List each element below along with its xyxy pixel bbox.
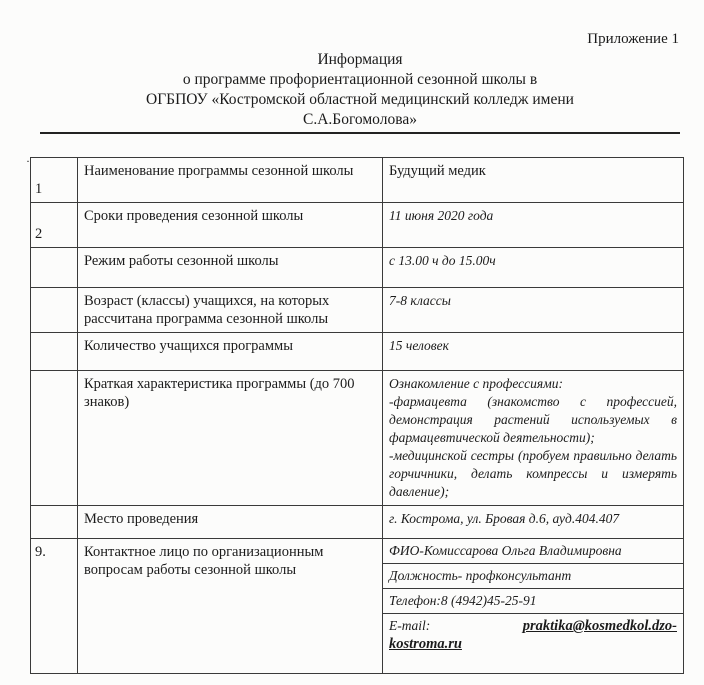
row-value: Будущий медик [383,158,684,203]
scan-dot: · [26,154,30,168]
row-number [31,288,78,333]
row-label: Контактное лицо по организационным вопросам работы сезонной школы [78,539,383,674]
row-value: 15 человек [383,333,684,371]
row-value: с 13.00 ч до 15.00ч [383,248,684,288]
row-label: Сроки проведения сезонной школы [78,203,383,248]
heading-line-3: ОГБПОУ «Костромской областной медицинский колледж имени [146,91,574,108]
table-row [31,371,684,506]
row-value: г. Кострома, ул. Бровая д.6, ауд.404.407 [383,506,684,539]
row-value [383,371,684,506]
table-row [31,288,684,333]
contact-phone: Телефон:8 (4942)45-25-91 [383,589,684,614]
heading-line-2: о программе профориентационной сезонной школы в [182,71,538,88]
row-number: 2 [31,203,78,248]
contact-fio: ФИО-Комиссарова Ольга Владимировна [383,539,684,564]
heading-line-1: Информация [317,51,403,68]
row-label: Краткая характеристика программы (до 700 знаков) [78,371,383,506]
appendix-label: Приложение 1 [587,31,679,47]
row-value: 11 июня 2020 года [383,203,684,248]
row-label: Возраст (классы) учащихся, на которых рассчитана программа сезонной школы [78,288,383,333]
characteristic-intro: Ознакомление с профессиями: [389,376,564,391]
table-row [31,203,684,248]
row-number [31,506,78,539]
row-number: 1 [31,158,78,203]
table-row [31,158,684,203]
document-heading [40,50,680,130]
row-number [31,333,78,371]
table-row [31,333,684,371]
email-link-part-2[interactable]: kostroma.ru [389,636,462,652]
row-label: Наименование программы сезонной школы [78,158,383,203]
heading-divider [40,132,680,134]
row-label: Количество учащихся программы [78,333,383,371]
contact-row [31,539,684,564]
heading-line-4: С.А.Богомолова» [303,111,417,128]
email-link-part-1[interactable]: praktika@kosmedkol.dzo- [522,618,677,634]
row-label: Режим работы сезонной школы [78,248,383,288]
table-row [31,248,684,288]
row-label: Место проведения [78,506,383,539]
row-number [31,371,78,506]
row-value: 7-8 классы [383,288,684,333]
table-row [31,506,684,539]
contact-email-cell [383,614,684,674]
contact-position: Должность- профконсультант [383,564,684,589]
program-info-table [30,157,684,674]
row-number: 9. [31,539,78,674]
characteristic-nurse: -медицинской сестры (пробуем правильно делать горчичники, делать компрессы и измерять давление); [389,448,677,499]
row-number [31,248,78,288]
email-label: E-mail: [389,618,431,633]
characteristic-pharmacist: -фармацевта (знакомство с профессией, демонстрация растений используемых в фармацевтической деятельности); [389,394,677,445]
